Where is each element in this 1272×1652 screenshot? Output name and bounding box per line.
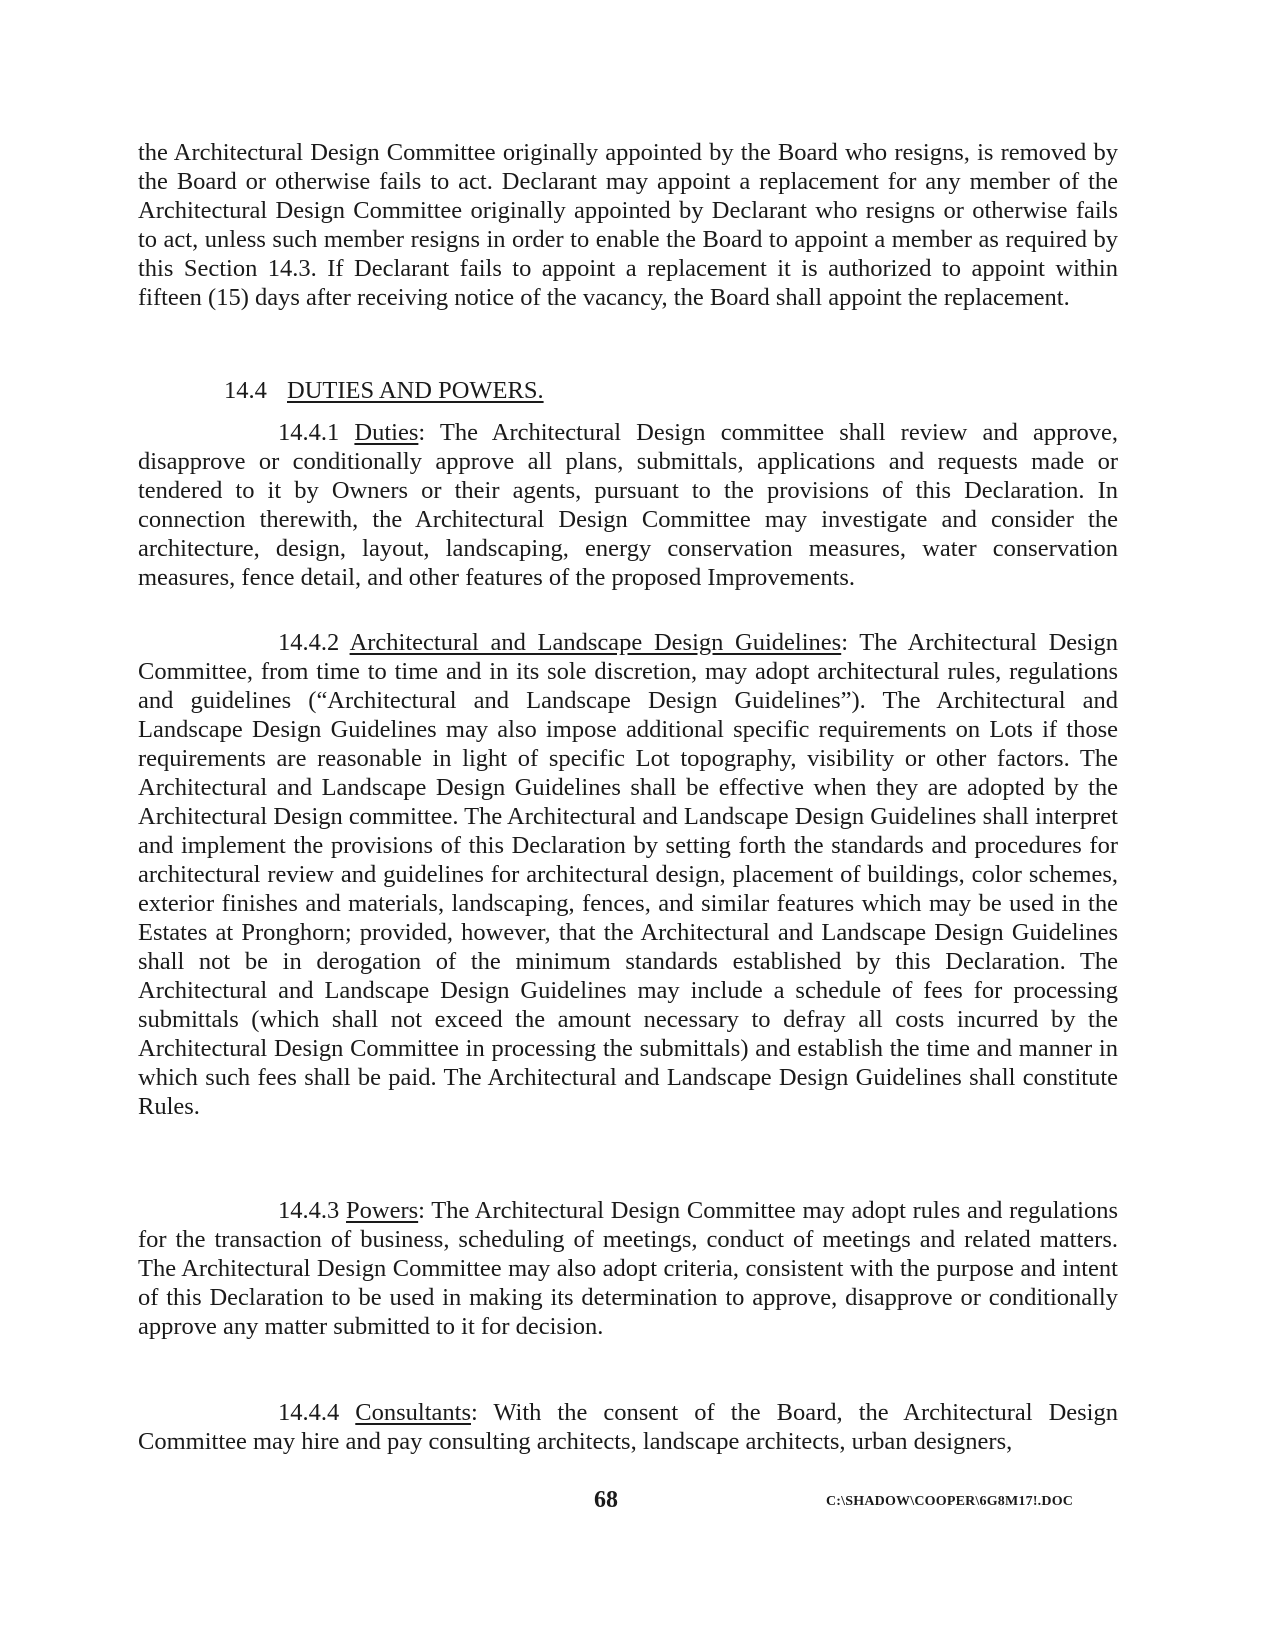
subsection-heading: Architectural and Landscape Design Guidelines bbox=[349, 629, 842, 656]
section-heading bbox=[224, 376, 544, 405]
subsection-number: 14.4.3 bbox=[278, 1197, 340, 1224]
section-number: 14.4 bbox=[224, 377, 267, 404]
section-title: DUTIES AND POWERS. bbox=[287, 377, 544, 404]
intro-paragraph: the Architectural Design Committee originally appointed by the Board who resigns, is removed by the Board or otherwise fails to act. Declarant may appoint a replacement for any member of the Architectural Design Committee originally appointed by Declarant who resigns or otherwise fails to act, unless such member resigns in order to enable the Board to appoint a member as required by this Section 14.3. If Declarant fails to appoint a replacement it is authorized to appoint within fifteen (15) days after receiving notice of the vacancy, the Board shall appoint the replacement. bbox=[138, 139, 1118, 311]
subsection-text: : The Architectural Design committee shall review and approve, disapprove or conditionally approve all plans, submittals, applications and requests made or tendered to it by Owners or their agents, pursuant to the provisions of this Declaration. In connection therewith, the Architectural Design Committee may investigate and consider the architecture, design, layout, landscaping, energy conservation measures, water conservation measures, fence detail, and other features of the proposed Improvements. bbox=[138, 419, 1119, 591]
subsection-text: : The Architectural Design Committee, from time to time and in its sole discretion, may adopt architectural rules, regulations and guidelines (“Architectural and Landscape Design Guidelines”). The Architectural and Landscape Design Guidelines may also impose additional specific requirements on Lots if those requirements are reasonable in light of specific Lot topography, visibility or other factors. The Architectural and Landscape Design Guidelines shall be effective when they are adopted by the Architectural Design committee. The Architectural and Landscape Design Guidelines shall interpret and implement the provisions of this Declaration by setting forth the standards and procedures for architectural review and guidelines for architectural design, placement of buildings, color schemes, exterior finishes and materials, landscaping, fences, and similar features which may be used in the Estates at Pronghorn; provided, however, that the Architectural and Landscape Design Guidelines shall not be in derogation of the minimum standards established by this Declaration. The Architectural and Landscape Design Guidelines may include a schedule of fees for processing submittals (which shall not exceed the amount necessary to defray all costs incurred by the Architectural Design Committee in processing the submittals) and establish the time and manner in which such fees shall be paid. The Architectural and Landscape Design Guidelines shall constitute Rules. bbox=[138, 629, 1118, 1120]
subsection-consultants bbox=[138, 1398, 1118, 1456]
subsection-powers bbox=[138, 1196, 1118, 1341]
subsection-heading: Duties bbox=[354, 419, 419, 446]
page-number: 68 bbox=[594, 1487, 618, 1513]
subsection-number: 14.4.2 bbox=[278, 629, 340, 656]
subsection-text: : The Architectural Design Committee may adopt rules and regulations for the transaction of business, scheduling of meetings, conduct of meetings and related matters. The Architectural Design Committee may also adopt criteria, consistent with the purpose and intent of this Declaration to be used in making its determination to approve, disapprove or conditionally approve any matter submitted to it for decision. bbox=[138, 1197, 1119, 1340]
subsection-design-guidelines bbox=[138, 628, 1118, 1121]
subsection-number: 14.4.1 bbox=[278, 419, 340, 446]
subsection-text: : With the consent of the Board, the Architectural Design Committee may hire and pay consulting architects, landscape architects, urban designers, bbox=[138, 1399, 1118, 1455]
subsection-heading: Powers bbox=[346, 1197, 419, 1224]
subsection-number: 14.4.4 bbox=[278, 1399, 340, 1426]
subsection-heading: Consultants bbox=[355, 1399, 471, 1426]
file-path-footer: C:\SHADOW\COOPER\6G8M17!.DOC bbox=[826, 1494, 1074, 1509]
subsection-duties bbox=[138, 418, 1118, 592]
